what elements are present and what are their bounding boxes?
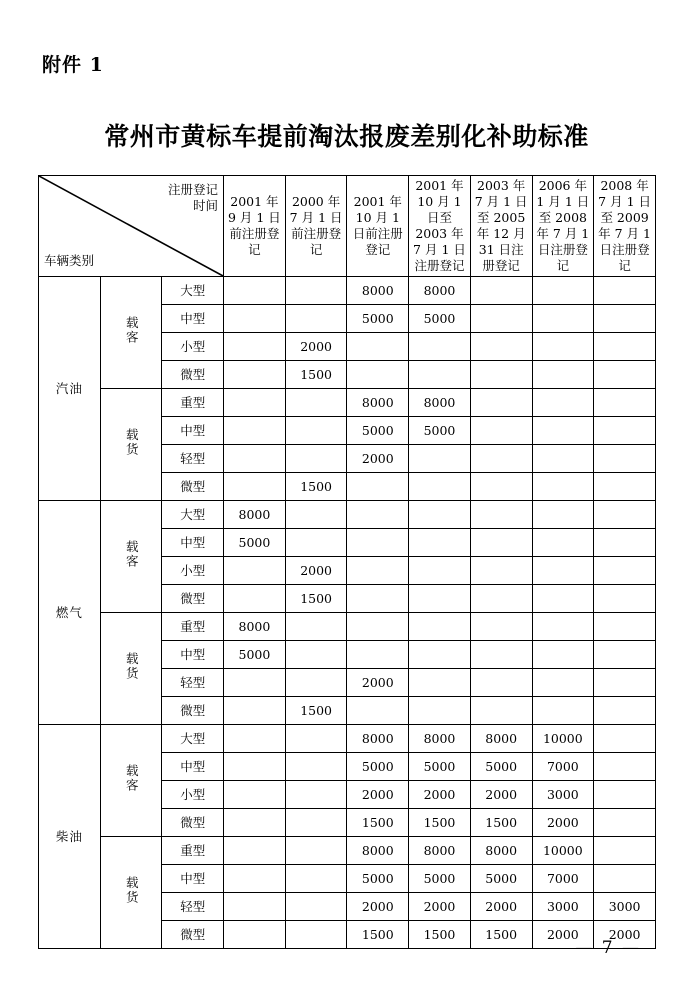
table-body [39,277,656,949]
subsidy-amount-cell [285,753,347,781]
table-row [39,725,656,753]
subsidy-amount-cell [594,277,656,305]
vehicle-size-cell: 大型 [162,277,224,305]
subsidy-amount-cell [470,445,532,473]
subsidy-amount-cell [594,809,656,837]
subsidy-amount-cell: 8000 [224,613,286,641]
vehicle-size-cell: 重型 [162,389,224,417]
subsidy-amount-cell: 10000 [532,725,594,753]
subsidy-amount-cell [224,333,286,361]
subsidy-amount-cell [285,641,347,669]
vehicle-use-cell: 载货 [100,389,162,501]
subsidy-amount-cell [532,697,594,725]
subsidy-amount-cell [532,585,594,613]
table-row [39,389,656,417]
subsidy-amount-cell [532,389,594,417]
attachment-label: 附件 1 [42,54,104,76]
subsidy-amount-cell: 2000 [347,781,409,809]
subsidy-amount-cell [409,529,471,557]
subsidy-amount-cell [224,417,286,445]
subsidy-amount-cell [347,501,409,529]
vehicle-size-cell: 微型 [162,361,224,389]
subsidy-amount-cell [347,529,409,557]
subsidy-amount-cell: 8000 [409,837,471,865]
subsidy-amount-cell [594,725,656,753]
subsidy-amount-cell [285,669,347,697]
vehicle-size-cell: 小型 [162,333,224,361]
subsidy-amount-cell [409,361,471,389]
subsidy-amount-cell: 5000 [409,865,471,893]
subsidy-amount-cell: 1500 [347,809,409,837]
subsidy-amount-cell [347,557,409,585]
column-header-period-7: 2008 年 7 月 1 日至 2009 年 7 月 1 日注册登记 [594,176,656,277]
vehicle-size-cell: 小型 [162,781,224,809]
vehicle-size-cell: 大型 [162,725,224,753]
subsidy-amount-cell: 8000 [347,389,409,417]
subsidy-amount-cell [470,305,532,333]
subsidy-amount-cell: 2000 [470,781,532,809]
subsidy-amount-cell: 1500 [285,585,347,613]
vehicle-size-cell: 微型 [162,921,224,949]
subsidy-amount-cell: 2000 [532,921,594,949]
table-row [39,501,656,529]
vehicle-use-cell: 载货 [100,613,162,725]
subsidy-standard-table [38,175,656,949]
subsidy-amount-cell [285,893,347,921]
vehicle-size-cell: 小型 [162,557,224,585]
subsidy-amount-cell [409,501,471,529]
subsidy-amount-cell: 1500 [409,921,471,949]
subsidy-amount-cell: 8000 [409,725,471,753]
subsidy-amount-cell [470,501,532,529]
fuel-type-cell: 柴油 [39,725,101,949]
subsidy-amount-cell [594,305,656,333]
subsidy-amount-cell: 5000 [409,753,471,781]
subsidy-amount-cell [285,501,347,529]
subsidy-amount-cell [224,305,286,333]
subsidy-amount-cell [285,445,347,473]
subsidy-amount-cell [594,361,656,389]
vehicle-size-cell: 中型 [162,529,224,557]
subsidy-amount-cell [285,865,347,893]
subsidy-amount-cell [532,305,594,333]
subsidy-amount-cell [285,277,347,305]
table-row [39,277,656,305]
subsidy-amount-cell: 2000 [285,333,347,361]
subsidy-amount-cell [224,445,286,473]
subsidy-amount-cell: 1500 [347,921,409,949]
column-header-period-3: 2001 年 10 月 1 日前注册登记 [347,176,409,277]
subsidy-amount-cell [532,473,594,501]
vehicle-size-cell: 轻型 [162,445,224,473]
page-title: 常州市黄标车提前淘汰报废差别化补助标准 [104,122,589,151]
subsidy-amount-cell: 2000 [347,669,409,697]
subsidy-amount-cell [224,669,286,697]
subsidy-amount-cell: 8000 [470,837,532,865]
vehicle-use-cell: 载客 [100,725,162,837]
subsidy-amount-cell: 3000 [532,781,594,809]
subsidy-amount-cell: 1500 [470,921,532,949]
subsidy-amount-cell: 5000 [470,865,532,893]
vehicle-size-cell: 微型 [162,697,224,725]
subsidy-amount-cell [285,613,347,641]
column-header-period-6: 2006 年 1 月 1 日至 2008 年 7 月 1 日注册登记 [532,176,594,277]
subsidy-amount-cell: 5000 [224,641,286,669]
subsidy-amount-cell [532,529,594,557]
corner-category-label: 车辆类别 [44,253,95,268]
subsidy-amount-cell: 1500 [285,473,347,501]
vehicle-size-cell: 微型 [162,809,224,837]
subsidy-amount-cell [409,473,471,501]
subsidy-amount-cell [470,613,532,641]
subsidy-amount-cell [224,473,286,501]
table-header [39,176,656,277]
fuel-type-cell: 汽油 [39,277,101,501]
subsidy-amount-cell [594,613,656,641]
subsidy-amount-cell [409,669,471,697]
subsidy-amount-cell [594,865,656,893]
subsidy-amount-cell [594,837,656,865]
vehicle-size-cell: 中型 [162,641,224,669]
subsidy-amount-cell: 5000 [470,753,532,781]
subsidy-amount-cell [470,585,532,613]
subsidy-amount-cell [224,277,286,305]
subsidy-amount-cell: 2000 [470,893,532,921]
subsidy-amount-cell [532,361,594,389]
subsidy-amount-cell [409,697,471,725]
vehicle-size-cell: 重型 [162,613,224,641]
subsidy-amount-cell: 2000 [409,893,471,921]
subsidy-amount-cell: 5000 [347,865,409,893]
subsidy-amount-cell: 1500 [409,809,471,837]
subsidy-amount-cell [347,333,409,361]
subsidy-amount-cell [594,697,656,725]
subsidy-amount-cell: 5000 [224,529,286,557]
subsidy-amount-cell [532,277,594,305]
subsidy-amount-cell: 2000 [532,809,594,837]
subsidy-amount-cell: 2000 [285,557,347,585]
subsidy-amount-cell [347,697,409,725]
subsidy-amount-cell [409,641,471,669]
subsidy-amount-cell: 3000 [532,893,594,921]
vehicle-size-cell: 中型 [162,305,224,333]
subsidy-amount-cell: 2000 [347,445,409,473]
subsidy-amount-cell [224,389,286,417]
table-row [39,837,656,865]
fuel-type-cell: 燃气 [39,501,101,725]
subsidy-amount-cell: 8000 [347,277,409,305]
subsidy-amount-cell [285,781,347,809]
subsidy-amount-cell: 5000 [409,417,471,445]
subsidy-amount-cell: 2000 [347,893,409,921]
subsidy-amount-cell [347,613,409,641]
subsidy-amount-cell: 1500 [285,697,347,725]
vehicle-size-cell: 微型 [162,473,224,501]
page-number: — 7 — [575,938,641,958]
column-header-period-5: 2003 年 7 月 1 日至 2005 年 12 月 31 日注册登记 [470,176,532,277]
subsidy-amount-cell [594,445,656,473]
subsidy-amount-cell [594,333,656,361]
subsidy-amount-cell [224,781,286,809]
subsidy-amount-cell: 8000 [470,725,532,753]
subsidy-amount-cell [470,333,532,361]
subsidy-amount-cell: 7000 [532,753,594,781]
subsidy-amount-cell [224,697,286,725]
subsidy-amount-cell [532,333,594,361]
subsidy-amount-cell [470,277,532,305]
vehicle-use-cell: 载客 [100,277,162,389]
vehicle-size-cell: 中型 [162,753,224,781]
subsidy-amount-cell [409,333,471,361]
subsidy-amount-cell: 5000 [409,305,471,333]
subsidy-amount-cell [285,725,347,753]
subsidy-amount-cell: 10000 [532,837,594,865]
column-header-period-2: 2000 年 7 月 1 日前注册登记 [285,176,347,277]
subsidy-amount-cell [594,529,656,557]
subsidy-amount-cell: 2000 [594,921,656,949]
vehicle-size-cell: 轻型 [162,893,224,921]
subsidy-amount-cell: 1500 [470,809,532,837]
subsidy-amount-cell [285,921,347,949]
subsidy-amount-cell [532,669,594,697]
vehicle-size-cell: 大型 [162,501,224,529]
subsidy-amount-cell [285,417,347,445]
subsidy-amount-cell: 8000 [347,725,409,753]
subsidy-amount-cell: 5000 [347,417,409,445]
vehicle-size-cell: 中型 [162,417,224,445]
table-row [39,613,656,641]
subsidy-amount-cell [594,501,656,529]
subsidy-amount-cell [470,361,532,389]
subsidy-amount-cell [470,557,532,585]
subsidy-amount-cell [224,557,286,585]
subsidy-amount-cell: 8000 [409,389,471,417]
vehicle-size-cell: 重型 [162,837,224,865]
subsidy-amount-cell [594,753,656,781]
subsidy-amount-cell: 7000 [532,865,594,893]
subsidy-amount-cell [224,725,286,753]
subsidy-amount-cell: 3000 [594,893,656,921]
subsidy-amount-cell [470,389,532,417]
subsidy-amount-cell [224,585,286,613]
subsidy-amount-cell [594,781,656,809]
column-header-period-4: 2001 年 10 月 1 日至 2003 年 7 月 1 日注册登记 [409,176,471,277]
subsidy-amount-cell: 1500 [285,361,347,389]
corner-time-label: 注册登记时间 [168,182,219,213]
subsidy-amount-cell [224,921,286,949]
subsidy-amount-cell: 2000 [409,781,471,809]
subsidy-amount-cell [347,585,409,613]
subsidy-amount-cell [285,305,347,333]
subsidy-amount-cell [470,697,532,725]
vehicle-size-cell: 中型 [162,865,224,893]
subsidy-amount-cell: 8000 [409,277,471,305]
subsidy-amount-cell [285,837,347,865]
subsidy-amount-cell [224,837,286,865]
table-corner-header [39,176,224,277]
subsidy-amount-cell [532,501,594,529]
subsidy-amount-cell [409,585,471,613]
subsidy-amount-cell: 8000 [224,501,286,529]
subsidy-amount-cell [594,389,656,417]
subsidy-amount-cell [532,557,594,585]
vehicle-use-cell: 载货 [100,837,162,949]
subsidy-amount-cell [470,473,532,501]
subsidy-amount-cell [532,641,594,669]
subsidy-amount-cell [532,613,594,641]
subsidy-amount-cell [347,641,409,669]
subsidy-amount-cell [347,473,409,501]
table-header-row [39,176,656,277]
subsidy-amount-cell [347,361,409,389]
subsidy-amount-cell [409,613,471,641]
subsidy-amount-cell [594,473,656,501]
subsidy-amount-cell [285,389,347,417]
subsidy-amount-cell [594,641,656,669]
vehicle-size-cell: 微型 [162,585,224,613]
subsidy-amount-cell [532,445,594,473]
subsidy-amount-cell: 5000 [347,305,409,333]
subsidy-amount-cell [285,809,347,837]
subsidy-amount-cell [470,529,532,557]
subsidy-amount-cell [470,417,532,445]
subsidy-amount-cell [470,669,532,697]
subsidy-amount-cell: 5000 [347,753,409,781]
subsidy-amount-cell [594,585,656,613]
vehicle-size-cell: 轻型 [162,669,224,697]
subsidy-amount-cell [409,445,471,473]
subsidy-amount-cell [224,865,286,893]
subsidy-amount-cell [224,361,286,389]
subsidy-amount-cell [532,417,594,445]
subsidy-amount-cell [285,529,347,557]
subsidy-amount-cell [470,641,532,669]
subsidy-amount-cell [224,893,286,921]
subsidy-amount-cell: 8000 [347,837,409,865]
subsidy-amount-cell [594,557,656,585]
subsidy-amount-cell [409,557,471,585]
subsidy-amount-cell [594,669,656,697]
column-header-period-1: 2001 年 9 月 1 日前注册登记 [224,176,286,277]
vehicle-use-cell: 载客 [100,501,162,613]
subsidy-amount-cell [224,809,286,837]
subsidy-amount-cell [224,753,286,781]
subsidy-amount-cell [594,417,656,445]
